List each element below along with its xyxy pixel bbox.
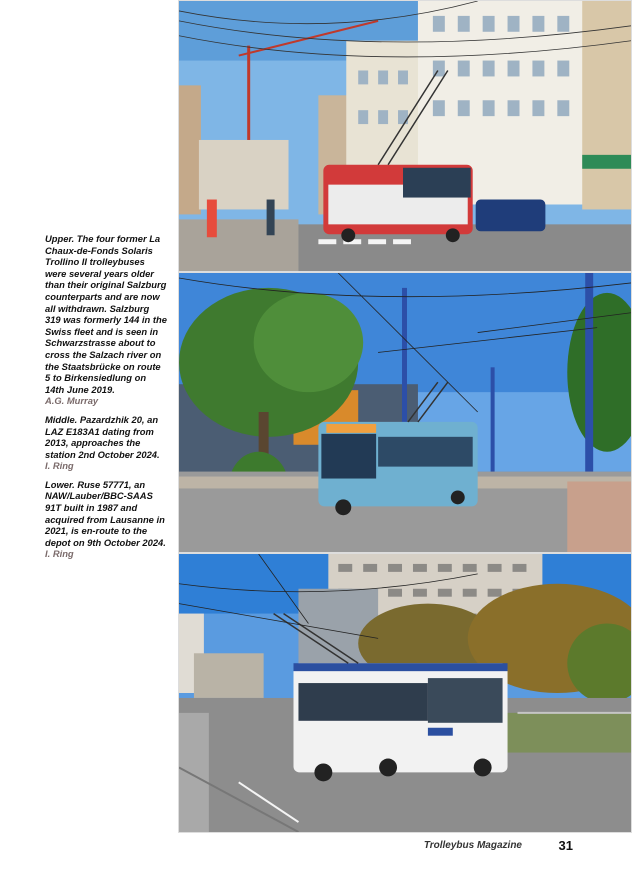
caption-upper [45,233,167,407]
page-number: 31 [558,838,573,853]
caption-middle-credit: I. Ring [45,460,74,472]
photo-middle-image [179,273,631,552]
photo-middle [178,272,632,553]
magazine-title: Trolleybus Magazine [423,840,522,851]
caption-upper-lead: Upper. [45,233,75,244]
caption-column [45,233,167,567]
photo-upper [178,0,632,272]
caption-middle [45,414,167,472]
page-footer [0,838,633,858]
caption-middle-lead: Middle. [45,413,78,425]
photo-upper-image [179,1,631,271]
caption-lower [45,479,167,560]
caption-lower-credit: I. Ring [45,548,74,560]
photo-lower-image [179,554,631,832]
caption-lower-text: Ruse 57771, an NAW/Lauber/BBC-SAAS 91T built in 1987 and acquired from Lausanne in 2021, is en-route to the depot on 9th October 2024. [45,478,166,548]
photo-lower [178,553,632,833]
caption-middle-text: Pazardzhik 20, an LAZ E183A1 dating from 2013, approaches the station 2nd October 2024. [45,413,160,460]
caption-upper-credit: A.G. Murray [45,395,99,407]
caption-upper-text: The four former La Chaux-de-Fonds Solaris Trollino II trolleybuses were several years older than their original Salzburg counterparts and are now all withdrawn. Salzburg 319 was formerly 144 in the Swiss fleet and is seen in Schwarzstrasse about to cross the Salzach river on the Staatsbrücke on route 5 to Birkensiedlung on 14th June 2019. [45,233,167,395]
caption-lower-lead: Lower. [45,478,75,490]
